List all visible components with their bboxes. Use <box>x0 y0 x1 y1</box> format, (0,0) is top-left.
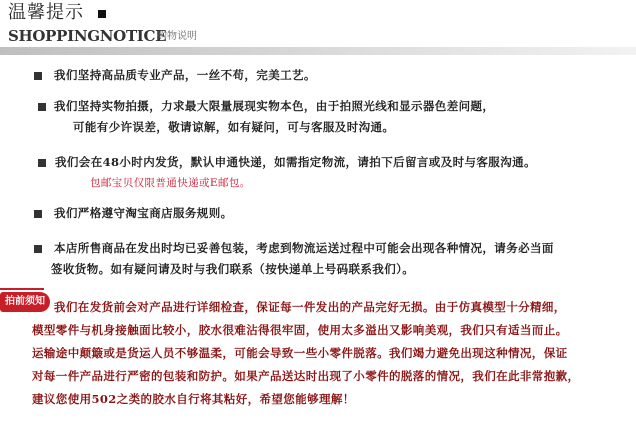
bullet-square-icon <box>38 159 46 167</box>
bullet-square-icon <box>38 103 46 111</box>
header-square-icon <box>98 10 106 18</box>
header-subtitle-en: SHOPPINGNOTICE <box>8 27 167 45</box>
purchase-note-line: 我们在发货前会对产品进行详细检查，保证每一件发出的产品完好无损。由于仿真模型十分精细， <box>54 300 566 314</box>
purchase-note-line: 建议您使用502之类的胶水自行将其粘好，希望您能够理解！ <box>32 392 355 406</box>
notice-line: 我们坚持实物拍摄，力求最大限量展现实物本色，由于拍照光线和显示器色差问题， <box>54 99 495 113</box>
notice-line: 本店所售商品在发出时均已妥善包装，考虑到物流运送过程中可能会出现各种情况，请务必当面 <box>54 241 554 255</box>
purchase-note-line: 运输途中颠簸或是货运人员不够温柔，可能会导致一些小零件脱落。我们竭力避免出现这种情况，保证 <box>32 346 568 360</box>
notice-line: 我们坚持高品质专业产品，一丝不苟，完美工艺。 <box>54 68 316 82</box>
badge-accent-bar <box>0 288 44 290</box>
header-title: 温馨提示 <box>8 2 84 23</box>
header-divider-band <box>0 47 636 55</box>
header-subtitle-zh: 购物说明 <box>157 31 197 42</box>
purchase-note-badge: 拍前须知 <box>0 292 50 312</box>
purchase-note-line: 模型零件与机身接触面比较小，胶水很难沾得很牢固，使用太多溢出又影响美观，我们只有适当而止。 <box>32 323 568 337</box>
notice-line: 我们严格遵守淘宝商店服务规则。 <box>54 206 233 220</box>
notice-line: 我们会在48小时内发货，默认申通快递，如需指定物流，请拍下后留言或及时与客服沟通。 <box>55 155 536 169</box>
bullet-square-icon <box>34 245 42 253</box>
bullet-square-icon <box>34 72 42 80</box>
notice-shipping-note: 包邮宝贝仅限普通快递或E邮包。 <box>90 177 251 189</box>
purchase-note-line: 对每一件产品进行严密的包装和防护。如果产品送达时出现了小零件的脱落的情况，我们在此非常抱歉， <box>32 369 580 383</box>
notice-line: 签收货物。如有疑问请及时与我们联系（按快递单上号码联系我们）。 <box>51 262 415 276</box>
bullet-square-icon <box>34 210 42 218</box>
notice-line: 可能有少许误差，敬请谅解，如有疑问，可与客服及时沟通。 <box>73 120 395 134</box>
